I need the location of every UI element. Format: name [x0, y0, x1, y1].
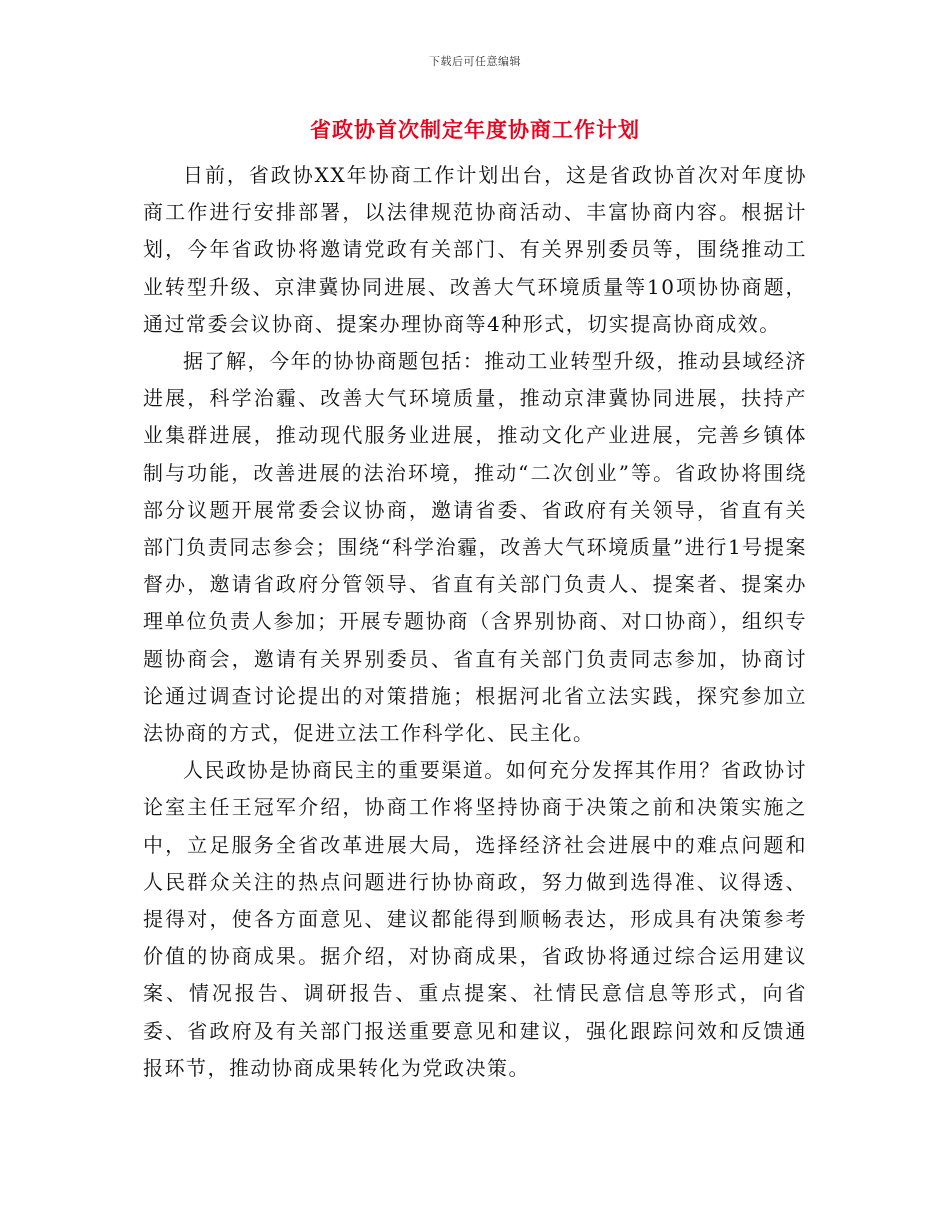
paragraph-2: 据了解，今年的协协商题包括：推动工业转型升级，推动县域经济进展，科学治霾、改善大气环境质量，推动京津冀协同进展，扶持产业集群进展，推动现代服务业进展，推动文化产业进展，完善乡镇体制与功能，改善进展的法治环境，推动“二次创业”等。省政协将围绕部分议题开展常委会议协商，邀请省委、省政府有关领导，省直有关部门负责同志参会；围绕“科学治霾，改善大气环境质量”进行1号提案督办，邀请省政府分管领导、省直有关部门负责人、提案者、提案办理单位负责人参加；开展专题协商（含界别协商、对口协商），组织专题协商会，邀请有关界别委员、省直有关部门负责同志参加，协商讨论通过调查讨论提出的对策措施；根据河北省立法实践，探究参加立法协商的方式，促进立法工作科学化、民主化。 — [143, 349, 807, 746]
paragraph-3: 人民政协是协商民主的重要渠道。如何充分发挥其作用？省政协讨论室主任王冠军介绍，协商工作将坚持协商于决策之前和决策实施之中，立足服务全省改革进展大局，选择经济社会进展中的难点问题和人民群众关注的热点问题进行协协商政，努力做到选得准、议得透、提得对，使各方面意见、建议都能得到顺畅表达，形成具有决策参考价值的协商成果。据介绍，对协商成果，省政协将通过综合运用建议案、情况报告、调研报告、重点提案、社情民意信息等形式，向省委、省政府及有关部门报送重要意见和建议，强化跟踪问效和反馈通报环节，推动协商成果转化为党政决策。 — [143, 758, 807, 1080]
paragraph-1: 日前，省政协XX年协商工作计划出台，这是省政协首次对年度协商工作进行安排部署，以法律规范协商活动、丰富协商内容。根据计划，今年省政协将邀请党政有关部门、有关界别委员等，围绕推动工业转型升级、京津冀协同进展、改善大气环境质量等10项协协商题，通过常委会议协商、提案办理协商等4种形式，切实提高协商成效。 — [143, 163, 807, 336]
header-note: 下载后可任意编辑 — [429, 55, 521, 68]
document-title: 省政协首次制定年度协商工作计划 — [310, 117, 640, 142]
document-body — [143, 157, 807, 1087]
